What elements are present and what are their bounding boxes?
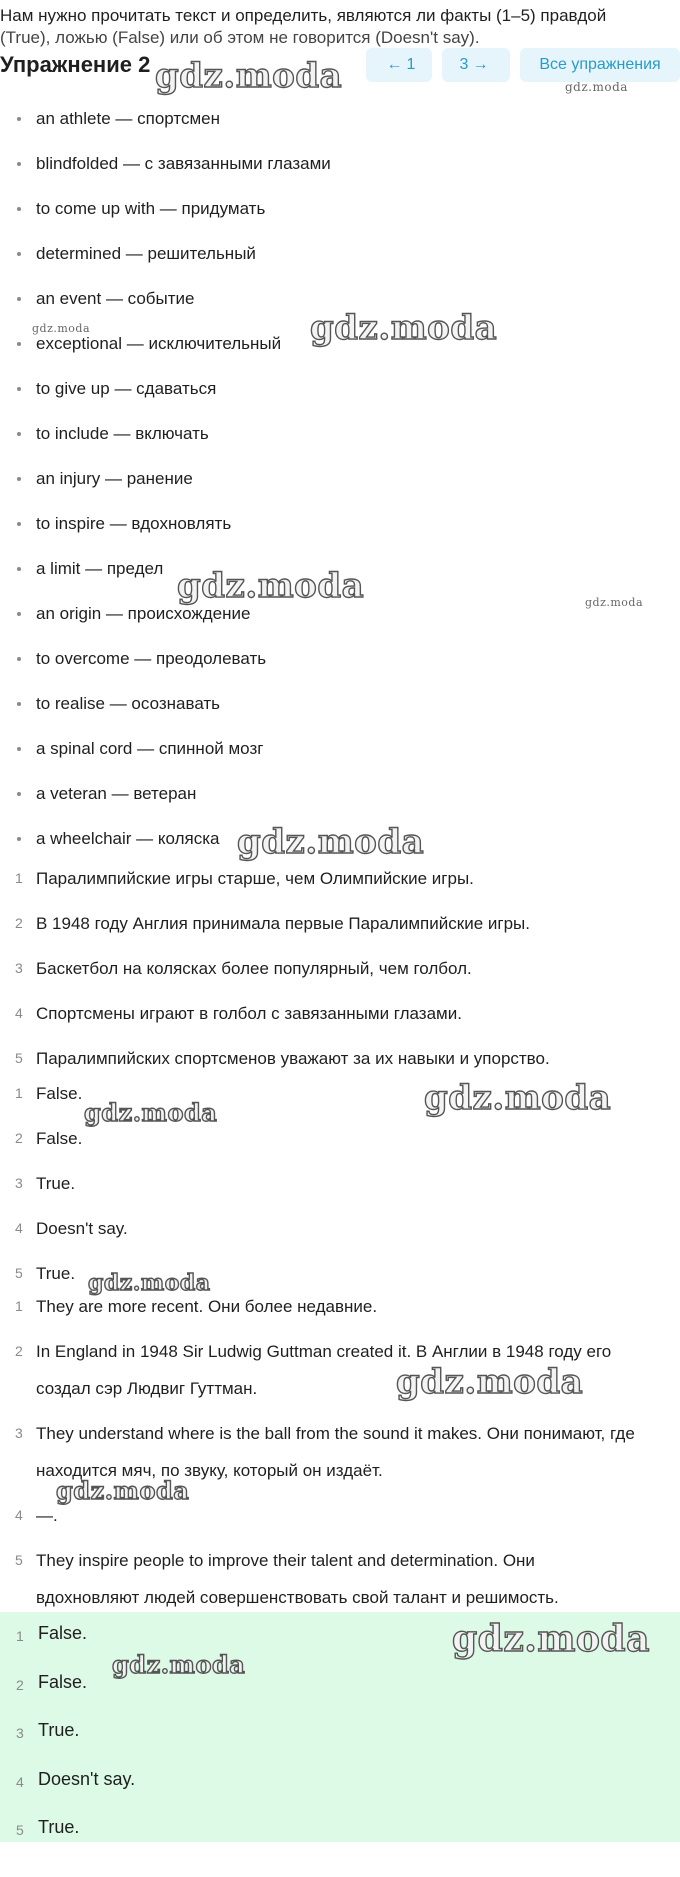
list-item: determined — решительный bbox=[0, 243, 331, 288]
list-item: 2 В 1948 году Англия принимала первые Паралимпийские игры. bbox=[15, 914, 530, 933]
watermark: gdz.moda bbox=[112, 1650, 246, 1679]
arrow-right-icon: → bbox=[472, 56, 489, 73]
list-item: 5 True. bbox=[16, 1817, 80, 1838]
answers-list bbox=[0, 1075, 128, 1300]
list-item: 1 False. bbox=[16, 1623, 88, 1644]
watermark-small: gdz.moda bbox=[565, 80, 628, 94]
prev-exercise-button[interactable]: ← 1 bbox=[366, 48, 432, 82]
list-item: a wheelchair — коляска bbox=[0, 828, 331, 873]
list-item: 3 True. bbox=[15, 1174, 76, 1193]
list-item: 4 —. bbox=[15, 1506, 58, 1525]
intro-text: Нам нужно прочитать текст и определить, являются ли факты (1–5) правдой bbox=[0, 6, 607, 25]
list-item: a veteran — ветеран bbox=[0, 783, 331, 828]
list-item: to include — включать bbox=[0, 423, 331, 468]
explanations-list bbox=[0, 1288, 640, 1624]
watermark-small: gdz.moda bbox=[32, 322, 91, 335]
watermark: gdz.moda bbox=[84, 1098, 218, 1127]
list-item: exceptional — исключительный bbox=[0, 333, 331, 378]
list-item: an injury — ранение bbox=[0, 468, 331, 513]
watermark: gdz.moda bbox=[177, 566, 365, 606]
watermark: gdz.moda bbox=[155, 56, 343, 96]
watermark: gdz.moda bbox=[310, 308, 498, 348]
list-item: 5 They inspire people to improve their talent and determination. Они вдохновляют людей совершенствовать свой талант и решимость. bbox=[15, 1551, 559, 1607]
watermark: gdz.moda bbox=[452, 1618, 650, 1660]
list-item: 2 In England in 1948 Sir Ludwig Guttman created it. В Англии в 1948 году его создал сэр Людвиг Гуттман. bbox=[15, 1342, 612, 1398]
list-item: to give up — сдаваться bbox=[0, 378, 331, 423]
next-exercise-button[interactable]: 3 → bbox=[442, 48, 510, 82]
list-item: 4 Doesn't say. bbox=[16, 1768, 136, 1790]
list-item: a spinal cord — спинной мозг bbox=[0, 738, 331, 783]
watermark: gdz.moda bbox=[88, 1270, 211, 1296]
arrow-left-icon: ← bbox=[386, 56, 403, 73]
list-item: 3 They understand where is the ball from the sound it makes. Они понимают, где находится мяч, по звуку, который он издаёт. bbox=[15, 1424, 635, 1480]
all-exercises-button[interactable]: Все упражнения bbox=[520, 48, 680, 82]
list-item: 5 True. bbox=[15, 1264, 76, 1283]
list-item: an origin — происхождение bbox=[0, 603, 331, 648]
list-item: 3 Баскетбол на колясках более популярный, чем голбол. bbox=[15, 959, 472, 978]
list-item: an event — событие bbox=[0, 288, 331, 333]
list-item: 1 They are more recent. Они более недавние. bbox=[15, 1297, 378, 1316]
list-item: 2 False. bbox=[15, 1129, 83, 1148]
statements-list bbox=[0, 860, 550, 1085]
list-item: to come up with — придумать bbox=[0, 198, 331, 243]
watermark: gdz.moda bbox=[237, 822, 425, 862]
watermark: gdz.moda bbox=[56, 1476, 190, 1505]
list-item: a limit — предел bbox=[0, 558, 331, 603]
list-item: 2 False. bbox=[16, 1671, 88, 1693]
list-item: 1 False. bbox=[15, 1084, 83, 1103]
list-item: blindfolded — с завязанными глазами bbox=[0, 153, 331, 198]
list-item: 3 True. bbox=[16, 1720, 80, 1741]
watermark: gdz.moda bbox=[424, 1078, 612, 1118]
exercise-title: Упражнение 2 bbox=[0, 52, 151, 77]
intro-text-clipped: (True), ложью (False) или об этом не говорится (Doesn't say). bbox=[0, 28, 480, 47]
watermark-small: gdz.moda bbox=[585, 596, 644, 609]
list-item: to realise — осознавать bbox=[0, 693, 331, 738]
list-item: 1 Паралимпийские игры старше, чем Олимпийские игры. bbox=[15, 869, 474, 888]
list-item: 5 Паралимпийских спортсменов уважают за их навыки и упорство. bbox=[15, 1049, 550, 1068]
watermark: gdz.moda bbox=[396, 1362, 584, 1402]
list-item: an athlete — спортсмен bbox=[0, 108, 331, 153]
list-item: to overcome — преодолевать bbox=[0, 648, 331, 693]
list-item: 4 Doesn't say. bbox=[15, 1219, 128, 1238]
list-item: 4 Спортсмены играют в голбол с завязанными глазами. bbox=[15, 1004, 462, 1023]
vocabulary-list bbox=[0, 108, 331, 873]
list-item: to inspire — вдохновлять bbox=[0, 513, 331, 558]
